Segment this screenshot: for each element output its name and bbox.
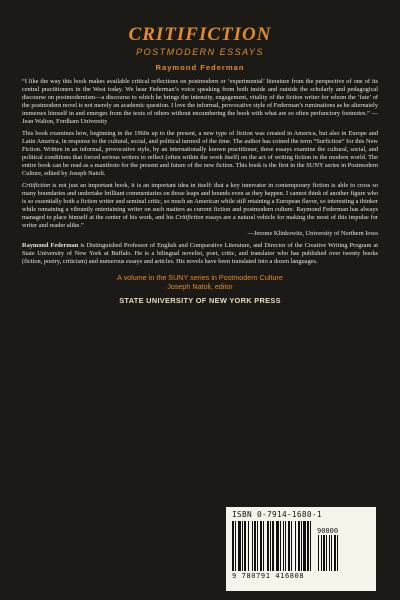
blurb-klinkowitz-lead: Critifiction (22, 181, 51, 189)
blurb-klinkowitz-mid: Critifiction (175, 213, 204, 221)
author-bio (22, 242, 378, 266)
book-subtitle: POSTMODERN ESSAYS (136, 47, 264, 57)
ean-bars (232, 521, 313, 571)
isbn-label: ISBN 0-7914-1680-1 (232, 510, 322, 519)
blurb-klinkowitz-text-a: is not just an important book, it is an important idea in itself: that a key innovator in contemporary fiction is able to cross so many boundaries and undertake brilliant commentaries on those leaps and bounds even as they happen. I cannot think of another figure who is so essentially both a fiction writer and seminal critic, so much an American while still retaining a European flavor, so interesting a thinker while remaining a vibrantly entertaining writer on such matters as current fiction and postmodern culture. Raymond Federman has always managed to place himself at the center of his work, and his (22, 181, 378, 221)
barcode-addon (317, 527, 338, 571)
addon-number: 90000 (317, 527, 339, 535)
series-note (22, 273, 378, 292)
barcode (226, 507, 376, 591)
author-bio-text: is Distinguished Professor of English and Comparative Literature, and Director of the Creative Writing Program at State University of New York at Buffalo. He is a bilingual novelist, poet, critic, and translator who has published over twenty books (fiction, poetry, criticism) and numerous essays and articles. His novels have been translated into a dozen languages. (22, 241, 379, 265)
book-title: CRITIFICTION (128, 24, 272, 45)
author-bio-name: Raymond Federman (22, 241, 79, 249)
book-author: Raymond Federman (155, 63, 245, 72)
publisher-name: STATE UNIVERSITY OF NEW YORK PRESS (119, 296, 281, 306)
book-description: This book examines how, beginning in the 1960s up to the present, a new type of fiction was created in America, but also in Europe and Latin America, in response to the cultural, social, and political turmoil of the time. The author has coined the term “Surfiction” for this New Fiction. Written in an informal, provocative style, by an internationally known practitioner, these essays examine the cultural, social, and political conditions that forced serious writers to reflect (often within the work itself) on the act of writing fiction in the modern world. The entire book can be read as a manifesto for the present and future of the new fiction. This book is the first in the SUNY series in Postmodern Culture, edited by Joseph Natoli. (22, 129, 378, 177)
blurb-walton (22, 78, 378, 126)
ean-number: 9 780791 416808 (232, 572, 305, 580)
series-line-2: Joseph Natoli, editor (167, 282, 233, 292)
addon-bars (318, 535, 338, 571)
barcode-bars (232, 521, 370, 571)
barcode-bar (311, 521, 313, 571)
blurb-walton-text: “I like the way this book makes available critical reflections on postmodern or ‘experimental’ literature from the perspective of one of its central practitioners in the West today. We hear Federman’s voice speaking from both inside and outside the scholarly and pedagogical discourse on postmodernism—a discourse to which he brings the intensity, engagement, vitality of the fiction writer for whom the ‘fate’ of the postmodern novel is not merely an academic question. I love the informal, provocative style of Federman’s ruminations as he alternately immerses himself in and emerges from the texts of others without encumbering the book with what are so often perfunctory footnotes.” (22, 78, 378, 117)
blurb-klinkowitz-attribution: —Jerome Klinkowitz, University of Northern Iowa (247, 229, 378, 237)
blurb-walton-attribution: —Jean Walton, Fordham University (22, 109, 379, 125)
blurb-klinkowitz-text-b: essays are a natural vehicle for making the most of this impulse for writer and reader alike.” (22, 213, 379, 229)
blurb-klinkowitz (22, 182, 378, 238)
series-line-1: A volume in the SUNY series in Postmodern Culture (117, 272, 283, 282)
addon-bar (337, 535, 338, 571)
